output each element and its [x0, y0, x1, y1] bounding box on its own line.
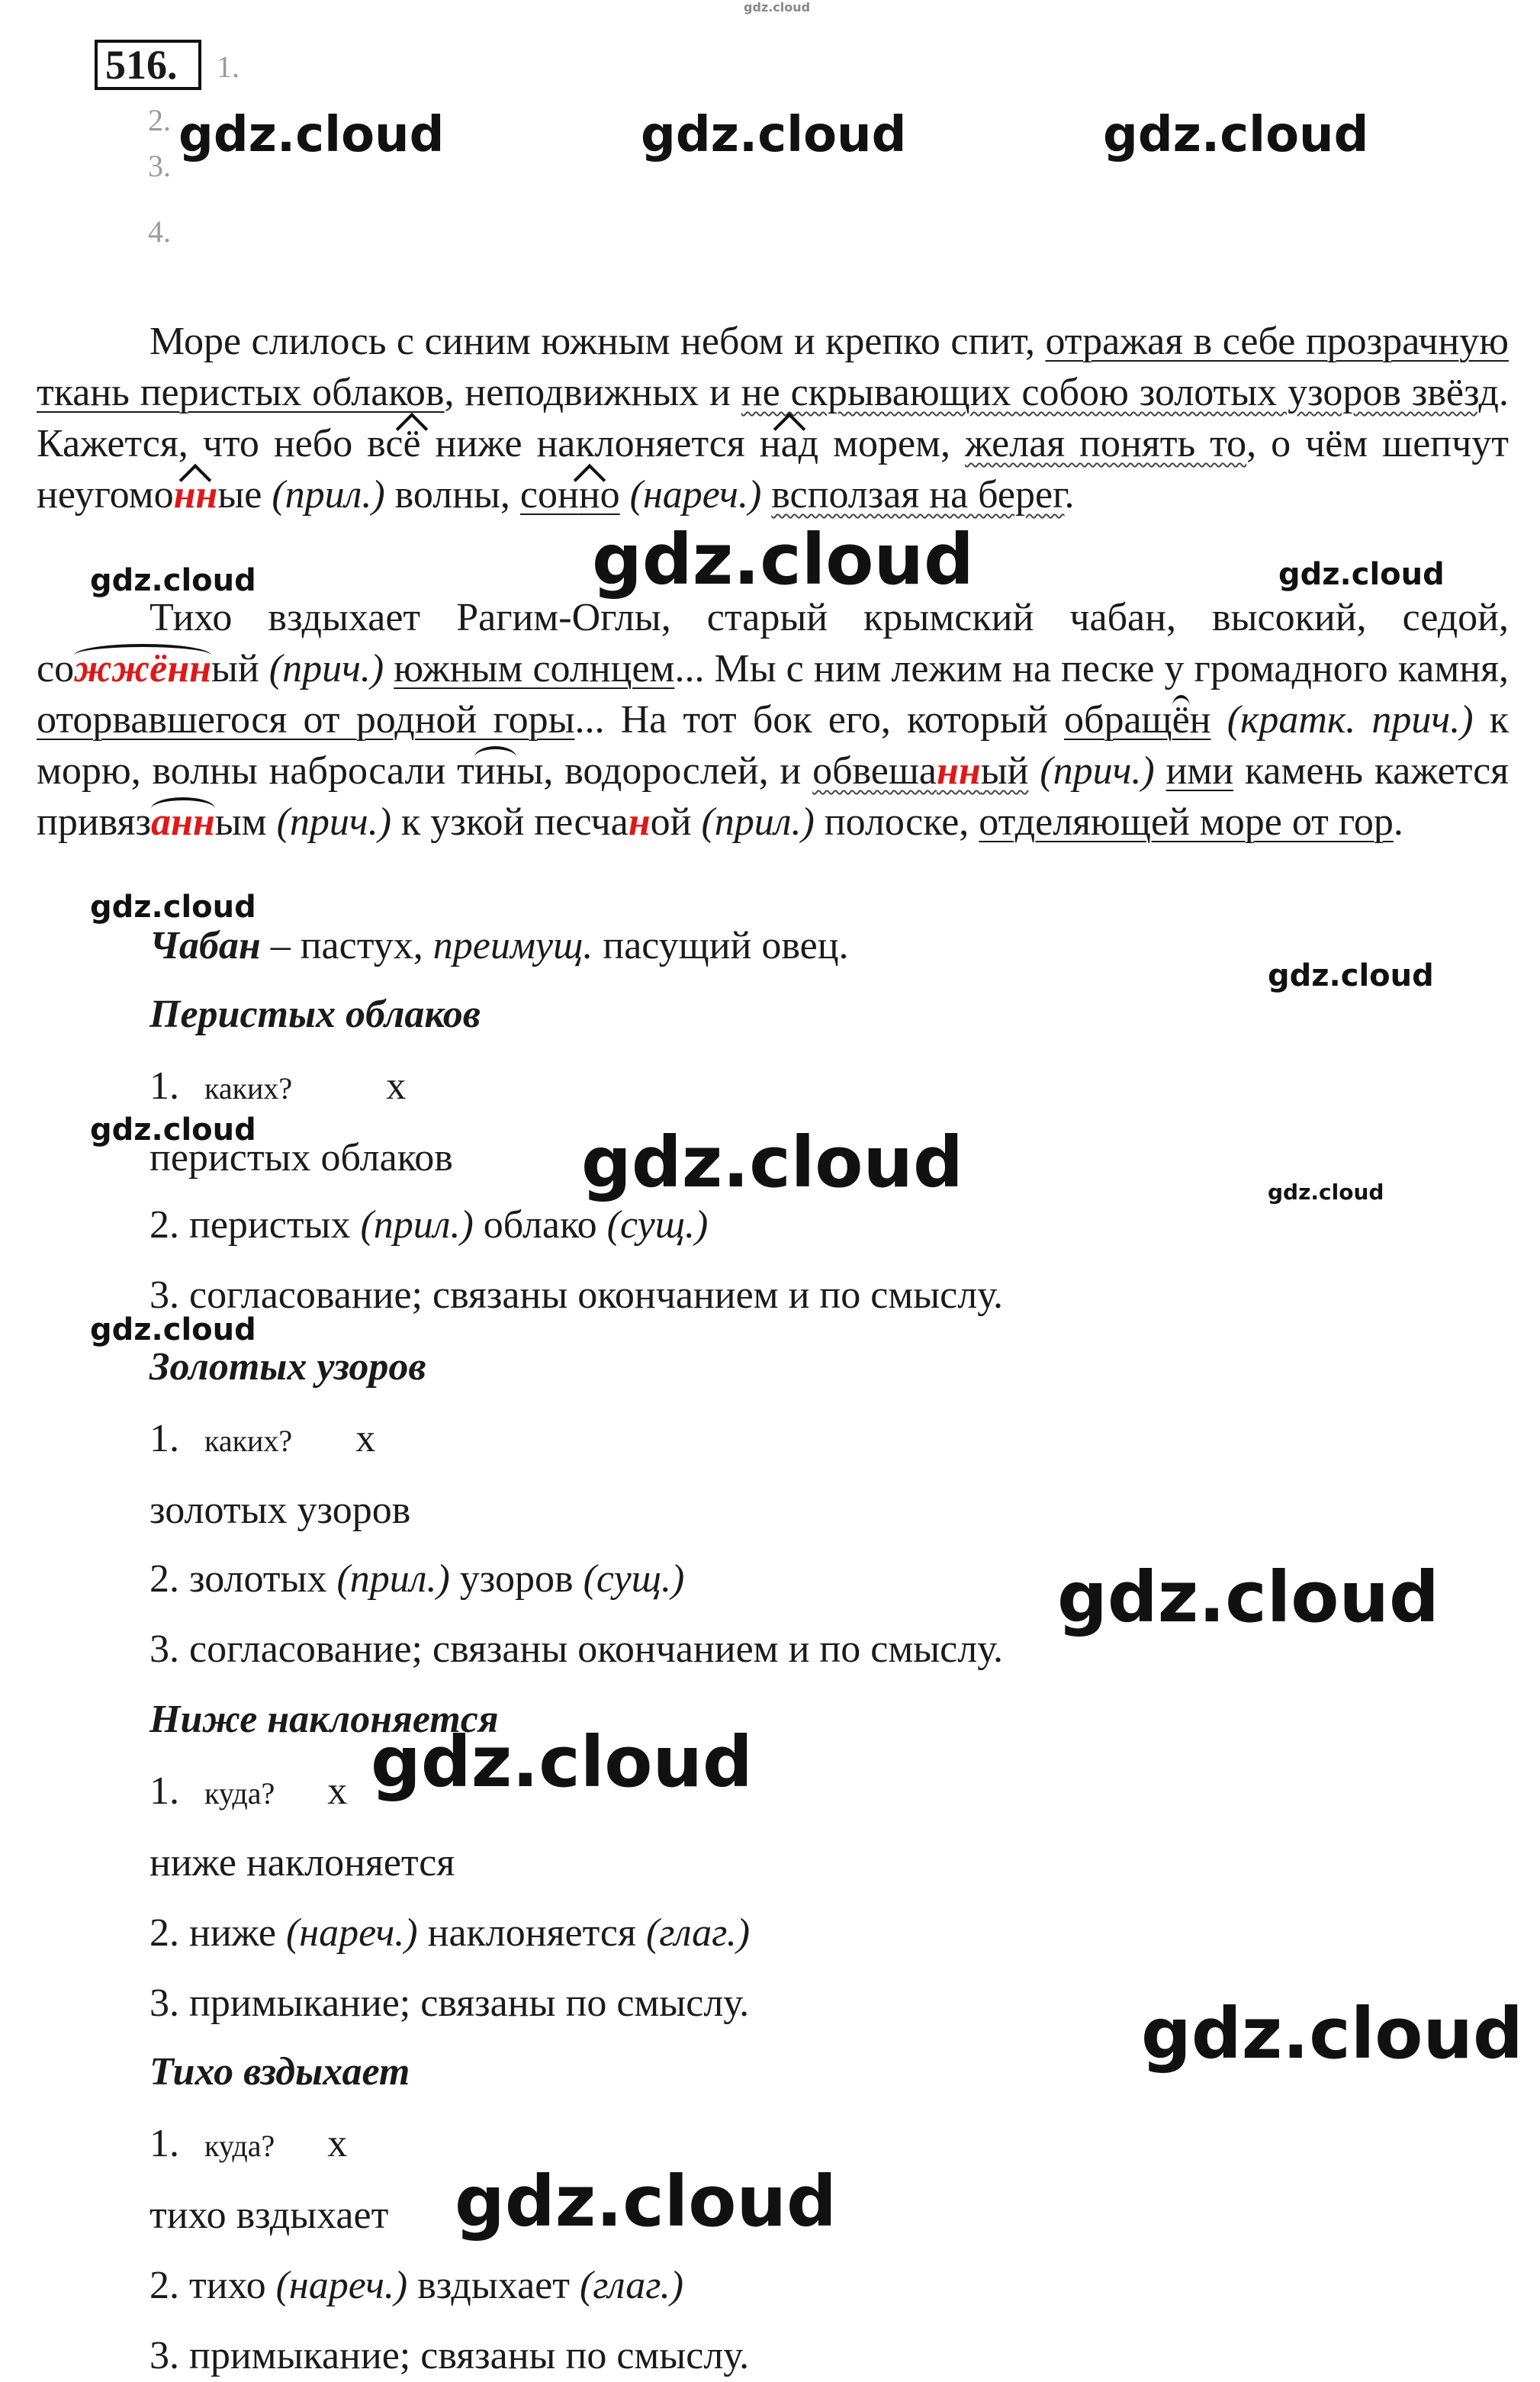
section-title: Золотых узоров — [149, 1345, 426, 1389]
watermark: gdz.cloud — [178, 107, 445, 163]
watermark: gdz.cloud — [581, 1122, 963, 1203]
text: преимущ. — [432, 924, 593, 967]
text: волны, — [394, 473, 510, 517]
text: сон — [519, 473, 579, 517]
paragraph-2 — [37, 592, 1509, 848]
pos-label: (сущ.) — [583, 1557, 685, 1601]
pos-label: (глаг.) — [645, 1911, 751, 1955]
step-1 — [149, 2118, 347, 2172]
phrase: тихо вздыхает — [149, 2194, 389, 2237]
pos-label: (прил.) — [360, 1203, 474, 1247]
text: 2. — [149, 2264, 179, 2307]
exercise-number: 516. — [95, 40, 201, 90]
accent-mark: ё — [403, 422, 421, 465]
pos-label: (прил.) — [272, 473, 385, 517]
text: , неподвижных и — [444, 371, 731, 414]
phrase: перистых облаков — [149, 1136, 453, 1180]
highlighted-letters: н — [628, 800, 651, 844]
question: каких? — [204, 1424, 293, 1458]
list-number-1: 1. — [217, 50, 240, 84]
watermark: gdz.cloud — [592, 519, 974, 600]
text: Тихо вздыхает Рагим-Оглы, старый крымский чабан, высокий, седой, — [149, 596, 1509, 639]
text: н — [759, 422, 781, 465]
top-mark: gdz.cloud — [744, 0, 811, 14]
text: 2. — [149, 1557, 179, 1601]
pos-label: (прич.) — [268, 647, 384, 690]
definition — [149, 920, 849, 972]
text: со — [37, 647, 75, 690]
text: н — [1189, 698, 1211, 742]
text: х — [327, 2122, 348, 2165]
section-title: Ниже наклоняется — [149, 1698, 499, 1741]
phrase: ниже наклоняется — [149, 1841, 455, 1885]
pos-label: (кратк. прич.) — [1227, 698, 1474, 742]
dependent-word: ими — [1165, 749, 1234, 793]
participle-phrase: оторвавшегося от родной горы — [37, 698, 575, 742]
pos-label: (нареч.) — [285, 1911, 418, 1955]
watermark: gdz.cloud — [455, 2161, 837, 2242]
highlighted-letters: нн — [173, 473, 218, 517]
watermark: gdz.cloud — [1057, 1556, 1439, 1638]
text: обвеша — [812, 749, 937, 793]
participle-phrase: не скрывающих собою золотых узоров звёзд — [741, 371, 1500, 414]
question: каких? — [204, 1071, 293, 1106]
watermark: gdz.cloud — [1268, 958, 1434, 993]
text: д морем, — [798, 422, 950, 465]
watermark: gdz.cloud — [1278, 557, 1445, 592]
text: золотых — [189, 1557, 327, 1601]
paragraph-1 — [37, 316, 1509, 520]
list-number-2: 2. — [148, 103, 171, 137]
text: пасущий овец. — [603, 924, 849, 967]
root-mark: ё — [1172, 698, 1190, 742]
text: ый — [211, 647, 259, 690]
pos-label: (нареч.) — [629, 473, 762, 517]
pos-label: (сущ.) — [606, 1203, 709, 1247]
step-1 — [149, 1766, 347, 1820]
watermark: gdz.cloud — [1141, 1993, 1523, 2075]
adverbial-phrase: всползая на берег — [771, 473, 1065, 517]
pos-label: (прил.) — [336, 1557, 450, 1601]
watermark: gdz.cloud — [1103, 107, 1369, 163]
text: обращ — [1064, 698, 1172, 742]
text: ой — [650, 800, 692, 844]
dependent-phrase: южным солнцем — [394, 647, 675, 690]
text: к морю, волны набросали — [37, 698, 1509, 793]
list-number-4: 4. — [148, 214, 171, 249]
text: ниже — [189, 1911, 276, 1955]
watermark: gdz.cloud — [90, 1312, 256, 1347]
accent-mark: а — [780, 422, 799, 465]
text: ый — [980, 749, 1029, 793]
section-title: Тихо вздыхает — [149, 2050, 410, 2094]
highlighted-letters: жжённ — [74, 647, 211, 690]
text: – — [270, 924, 291, 967]
pos-label: (прич.) — [276, 800, 392, 844]
text: облако — [483, 1203, 597, 1247]
text: ... Мы с ним лежим на песке у громадного камня, — [674, 647, 1509, 690]
text: ые — [217, 473, 262, 517]
text: 2. — [149, 1911, 179, 1955]
phrase: золотых узоров — [149, 1489, 411, 1532]
question: куда? — [204, 2129, 275, 2163]
text: 1. — [149, 1064, 179, 1108]
text: , о чём шепчут неугомо — [37, 422, 1509, 517]
text: вс — [367, 422, 403, 465]
text: узоров — [459, 1557, 574, 1601]
step-2 — [149, 1907, 750, 1959]
text: камень кажется привяз — [37, 749, 1509, 844]
step-1 — [149, 1061, 406, 1115]
step-2 — [149, 2260, 683, 2312]
text: . — [1064, 473, 1075, 517]
pos-label: (нареч.) — [275, 2264, 408, 2307]
root-mark: ин — [474, 749, 517, 793]
text: полоске, — [824, 800, 969, 844]
text: тихо — [189, 2264, 266, 2307]
text: ы — [516, 749, 544, 793]
text: вздыхает — [417, 2264, 570, 2307]
watermark: gdz.cloud — [90, 563, 256, 598]
text: х — [327, 1769, 348, 1813]
step-3: 3. примыкание; связаны по смыслу. — [149, 1981, 750, 2025]
step-3: 3. согласование; связаны окончанием и по смыслу. — [149, 1273, 1003, 1317]
text: х — [386, 1064, 407, 1108]
text: ... На тот бок его, который — [574, 698, 1048, 742]
step-2 — [149, 1553, 684, 1605]
watermark: gdz.cloud — [641, 107, 907, 163]
text: к узкой песча — [401, 800, 629, 844]
text: 1. — [149, 1417, 179, 1460]
step-1 — [149, 1413, 375, 1467]
text: . Кажется, что небо — [37, 371, 1509, 465]
watermark: gdz.cloud — [1268, 1180, 1384, 1205]
pos-label: (прич.) — [1040, 749, 1155, 793]
participle-phrase: отражая в себе прозрачную ткань перистых облаков — [37, 320, 1509, 414]
step-3: 3. согласование; связаны окончанием и по смыслу. — [149, 1627, 1003, 1671]
text: х — [355, 1417, 376, 1460]
adverbial-phrase: желая понять то — [964, 422, 1247, 465]
definition-term: Чабан — [149, 924, 261, 967]
text: о — [600, 473, 620, 517]
step-3: 3. примыкание; связаны по смыслу. — [149, 2334, 750, 2377]
text: 1. — [149, 1769, 179, 1813]
list-number-3: 3. — [148, 149, 171, 183]
question: куда? — [204, 1776, 275, 1811]
text: наклоняется — [427, 1911, 636, 1955]
highlighted-letters: анн — [150, 800, 215, 844]
text: ниже наклоняется — [435, 422, 745, 465]
pos-label: (прил.) — [701, 800, 815, 844]
accent-mark: н — [578, 473, 600, 517]
watermark: gdz.cloud — [90, 890, 256, 925]
watermark: gdz.cloud — [90, 1112, 256, 1148]
text: т — [457, 749, 474, 793]
text: 1. — [149, 2122, 179, 2165]
text: перистых — [189, 1203, 351, 1247]
text: , водорослей, и — [543, 749, 802, 793]
section-title: Перистых облаков — [149, 993, 481, 1036]
highlighted-letters: нн — [936, 749, 981, 793]
text: 2. — [149, 1203, 179, 1247]
text: . — [1393, 800, 1403, 844]
watermark: gdz.cloud — [371, 1721, 753, 1803]
text: ым — [214, 800, 267, 844]
step-2 — [149, 1199, 708, 1251]
text: пастух, — [300, 924, 423, 967]
pos-label: (глаг.) — [579, 2264, 684, 2307]
participle-phrase: отделяющей море от гор — [979, 800, 1394, 844]
text: Море слилось с синим южным небом и крепко спит, — [149, 320, 1035, 363]
